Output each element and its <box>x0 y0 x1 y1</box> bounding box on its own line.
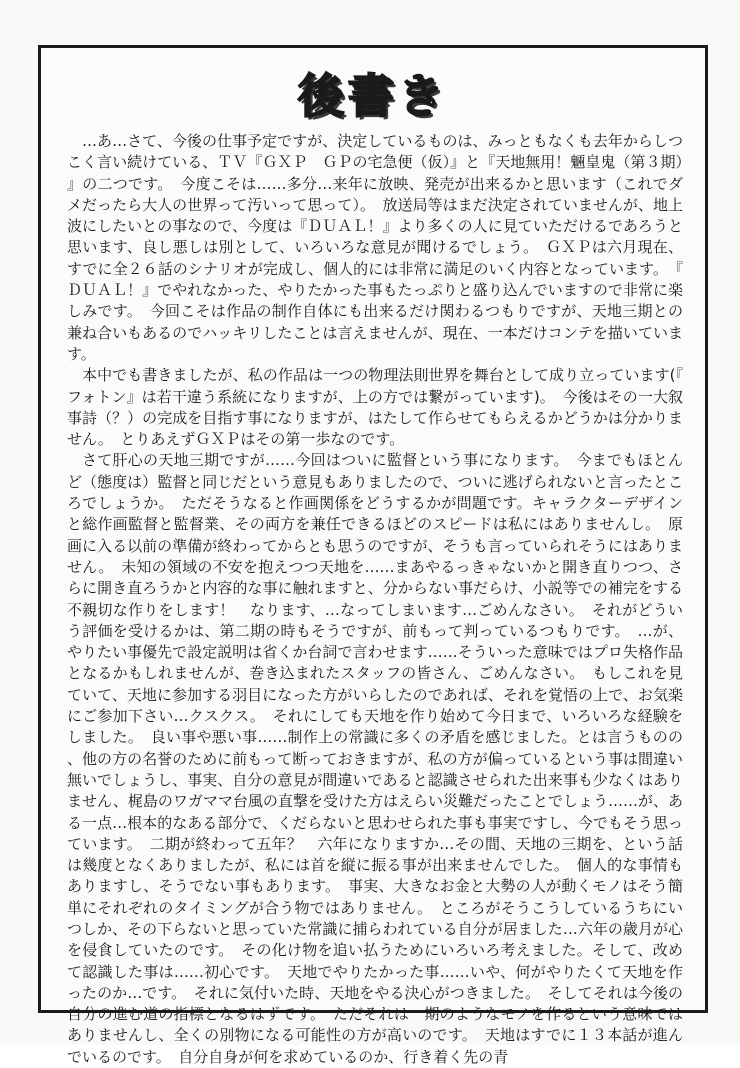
page-border-frame <box>38 45 708 1066</box>
paragraph: さて肝心の天地三期ですが……今回はついに監督という事になります。 今までもほとんど（態度は）監督と同じだという意見もありましたので、ついに逃げられないと言ったところでしょうか。 ただそうなると作画関係をどうするかが問題です。キャラクターデザインと総作画監督と監督業、その両方を兼任できるほどのスピードは私にはありませんし。 原画に入る以前の準備が終わってからとも思うのですが、そうも言っていられそうにはありません。 未知の領域の不安を抱えつつ天地を……まあやるっきゃないかと開き直りつつ、さらに開き直ろうかと内容的な事に触れますと、分からない事だらけ、小説等での補完をする不親切な作りをします！ なります、…なってしまいます…ごめんなさい。 それがどういう評価を受けるかは、第二期の時もそうですが、前もって判っているつもりです。 …が、やりたい事優先で設定説明は省くか台詞で言わせます……そういった意味ではプロ失格作品となるかもしれませんが、巻き込まれたスタッフの皆さん、ごめんなさい。 もしこれを見ていて、天地に参加する羽目になった方がいらしたのであれば、それを覚悟の上で、お気楽にご参加下さい…クスクス。 それにしても天地を作り始めて今日まで、いろいろな経験をしました。 良い事や悪い事……制作上の常識に多くの矛盾を感じました。とは言うものの、他の方の名誉のために前もって断っておきますが、私の方が偏っているという事は間違い無いでしょうし、事実、自分の意見が間違いであると認識させられた出来事も少なくはありません、梶島のワガママ台風の直撃を受けた方はえらい災難だったことでしょう……が、ある一点…根本的なある部分で、くだらないと思わせられた事も事実ですし、今でもそう思っています。 二期が終わって五年？ 六年になりますか…その間、天地の三期を、という話は幾度となくありましたが、私には首を縦に振る事が出来ませんでした。 個人的な事情もありますし、そうでない事もあります。 事実、大きなお金と大勢の人が動くモノはそう簡単にそれぞれのタイミングが合う物ではありません。 ところがそうこうしているうちにいつしか、その下らないと思っていた常識に捕らわれている自分が居ました…六年の歳月が心を侵食していたのです。 その化け物を追い払うためにいろいろ考えました。そして、改めて認識した事は……初心です。 天地でやりたかった事……いや、何がやりたくて天地を作ったのか…です。 それに気付いた時、天地をやる決心がつきました。 そしてそれは今後の自分の進む道の指標となるはずです。 ただそれは一期のようなモノを作るという意味ではありませんし、全くの別物になる可能性の方が高いのです。 天地はすでに１３本話が進んでいるのです。 自分自身が何を求めているのか、行き着く先の青 <box>67 451 683 1066</box>
afterword-body <box>67 131 683 1068</box>
page-title: 後書き <box>298 69 448 123</box>
paragraph: 本中でも書きましたが、私の作品は一つの物理法則世界を舞台として成り立っています(『フォトン』は若干違う系統になりますが、上の方では繋がっています)。 今後はその一大叙事詩（？）の完成を目指す事になりますが、はたして作らせてもらえるかどうかは分かりません。 とりあえずＧＸＰはその第一歩なのです。 <box>67 366 683 449</box>
paragraph: …あ…さて、今後の仕事予定ですが、決定しているものは、みっともなくも去年からしつこく言い続けている、ＴＶ『ＧＸＰ ＧＰの宅急便（仮）』と『天地無用！魎皇鬼（第３期）』の二つです。 今度こそは……多分…来年に放映、発売が出来るかと思います（これでダメだったら大人の世界って汚いって思って）。 放送局等はまだ決定されていませんが、地上波にしたいとの事なので、今度は『ＤＵＡＬ！』より多くの人に見ていただけるであろうと思います、良し悪しは別として、いろいろな意見が聞けるでしょう。 ＧＸＰは六月現在、すでに全２６話のシナリオが完成し、個人的には非常に満足のいく内容となっています。 『ＤＵＡＬ！』でやれなかった、やりたかった事もたっぷりと盛り込んでいますので非常に楽しみです。 今回こそは作品の制作自体にも出来るだけ関わるつもりですが、天地三期との兼ね合いもあるのでハッキリしたことは言えませんが、現在、一本だけコンテを描いています。 <box>67 132 683 363</box>
